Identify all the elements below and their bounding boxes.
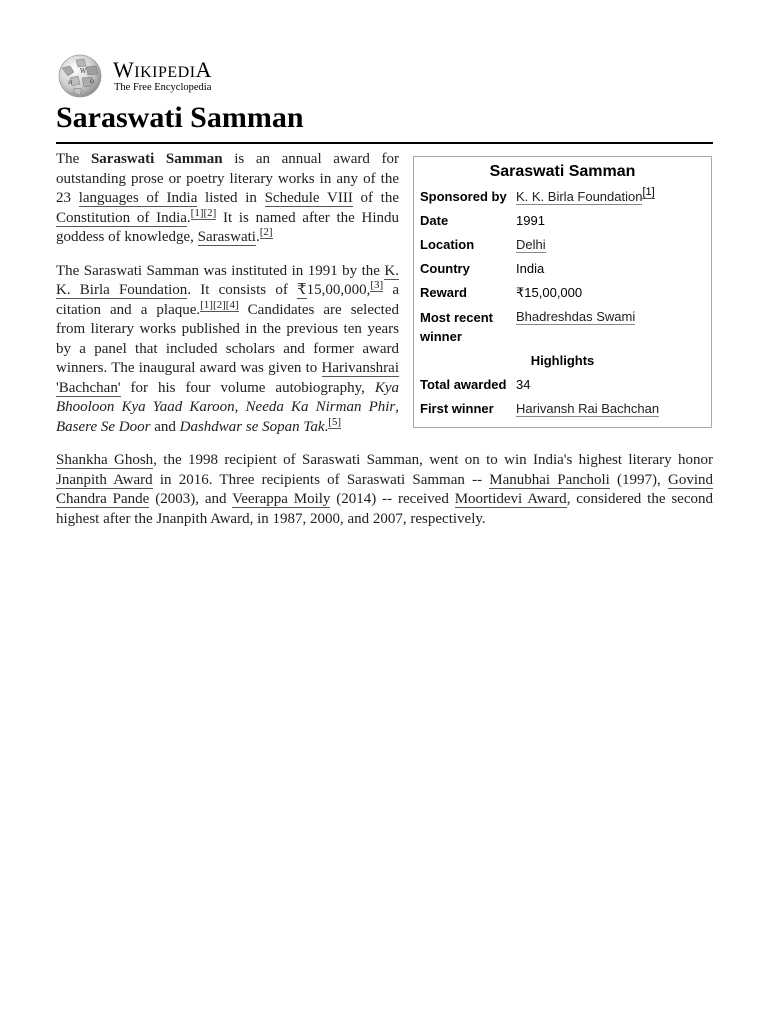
- link-delhi[interactable]: Delhi: [516, 237, 546, 252]
- wordmark-a: A: [195, 56, 212, 82]
- infobox-value: [516, 308, 705, 346]
- svg-text:Ω: Ω: [90, 79, 95, 85]
- infobox-label: Reward: [420, 285, 467, 300]
- text: and: [150, 418, 180, 435]
- reward-amount: 15,00,000: [524, 285, 583, 300]
- infobox-row-first-winner: [414, 397, 711, 421]
- text: listed in: [197, 190, 265, 206]
- infobox-title: Saraswati Samman: [489, 163, 636, 180]
- book-title: Needa Ka Nirman Phir: [245, 399, 396, 415]
- infobox-value: [516, 236, 705, 254]
- wordmark-ikipedi: IKIPEDI: [134, 63, 196, 81]
- infobox-label: Date: [420, 213, 449, 228]
- wikipedia-logo[interactable]: [56, 54, 713, 98]
- citation-ref[interactable]: [200, 299, 238, 312]
- citation-1[interactable]: [1]: [190, 206, 204, 219]
- link-govind-chandra-pande[interactable]: Govind Chandra Pande: [56, 471, 713, 507]
- infobox-row-location: [414, 233, 711, 257]
- text: (1997),: [609, 471, 668, 488]
- infobox-label: Sponsored by: [420, 189, 507, 204]
- link-constitution-of-india[interactable]: Constitution of India: [56, 209, 187, 226]
- article-subject-bold: Saraswati Samman: [90, 151, 223, 167]
- text: Candidates are selected from literary works published in the previous ten years by a panel that included scholars and former award winners. The inaugural award was given to: [56, 301, 399, 376]
- text: .: [255, 229, 260, 245]
- text: .: [186, 209, 191, 226]
- text: (2003), and: [149, 491, 233, 507]
- infobox-label: Total awarded: [420, 377, 507, 392]
- link-kk-birla-foundation[interactable]: K. K. Birla Foundation: [56, 262, 399, 298]
- link-schedule-viii[interactable]: Schedule VIII: [264, 190, 353, 206]
- infobox-value: 1991: [516, 213, 545, 228]
- book-title: Kya Bhooloon Kya Yaad Karoon: [56, 379, 399, 415]
- infobox-label: [420, 308, 516, 346]
- citation-2[interactable]: [2]: [259, 226, 273, 238]
- citation-ref[interactable]: [191, 207, 217, 220]
- link-bhadreshdas-swami[interactable]: Bhadreshdas Swami: [516, 309, 636, 324]
- paragraph-3: [56, 451, 713, 529]
- label-line: winner: [420, 329, 462, 344]
- infobox-value: [516, 400, 705, 418]
- infobox-row-date: [414, 209, 711, 233]
- article-content: [56, 150, 713, 529]
- lead-section: [56, 150, 399, 437]
- text: a citation and a plaque.: [56, 282, 399, 318]
- wordmark-w: W: [113, 56, 135, 82]
- citation-1[interactable]: [1]: [200, 298, 213, 311]
- text: . It consists of: [187, 282, 298, 298]
- link-languages-of-india[interactable]: languages of India: [78, 190, 198, 206]
- infobox-value: [516, 284, 705, 302]
- infobox-label: Location: [420, 237, 475, 252]
- text: The: [56, 151, 91, 167]
- infobox-row-recent-winner: [414, 305, 711, 349]
- infobox-value: [516, 188, 705, 206]
- citation-4[interactable]: [4]: [225, 298, 239, 311]
- link-saraswati[interactable]: Saraswati: [197, 229, 256, 245]
- link-rupee-symbol[interactable]: ₹: [297, 282, 307, 298]
- text: It is named after the Hindu goddess of knowledge,: [56, 209, 399, 245]
- text: of the: [352, 190, 400, 206]
- infobox-label: First winner: [420, 401, 494, 416]
- rupee-symbol: ₹: [516, 285, 525, 300]
- link-shankha-ghosh[interactable]: Shankha Ghosh: [56, 452, 154, 468]
- page-title: Saraswati Samman: [56, 100, 713, 144]
- citation-3[interactable]: [3]: [370, 279, 384, 291]
- svg-text:И: И: [68, 80, 73, 86]
- wordmark-title: [113, 56, 212, 82]
- infobox-value: India: [516, 261, 545, 276]
- infobox-value: 34: [516, 377, 531, 392]
- citation-ref[interactable]: [642, 186, 654, 199]
- label-line: Most recent: [420, 310, 493, 325]
- paragraph-2: [56, 262, 399, 438]
- citation-ref[interactable]: [328, 416, 341, 429]
- link-harivanshrai-bachchan[interactable]: Harivanshrai 'Bachchan': [56, 360, 399, 396]
- wikipedia-wordmark: [113, 56, 212, 94]
- book-title: Basere Se Door: [56, 418, 151, 435]
- infobox-row-total: [414, 373, 711, 397]
- svg-text:W: W: [80, 68, 87, 75]
- infobox-section-highlights: Highlights: [530, 353, 595, 368]
- infobox-row-sponsored: [414, 185, 711, 209]
- infobox-label: Country: [420, 261, 470, 276]
- infobox-row-reward: [414, 281, 711, 305]
- link-moortidevi-award[interactable]: Moortidevi Award: [454, 491, 567, 507]
- paragraph-1: [56, 150, 399, 248]
- link-kk-birla-foundation[interactable]: K. K. Birla Foundation: [516, 189, 643, 204]
- citation-ref[interactable]: [260, 226, 273, 239]
- citation-ref[interactable]: [370, 279, 383, 292]
- link-jnanpith-award[interactable]: Jnanpith Award: [56, 471, 153, 488]
- infobox: [413, 156, 712, 428]
- wordmark-tagline: The Free Encyclopedia: [114, 81, 212, 93]
- link-harivansh-rai-bachchan[interactable]: Harivansh Rai Bachchan: [516, 401, 660, 416]
- link-veerappa-moily[interactable]: Veerappa Moily: [232, 491, 331, 507]
- text: The Saraswati Samman was instituted in 1991 by the: [56, 262, 385, 279]
- link-manubhai-pancholi[interactable]: Manubhai Pancholi: [489, 471, 610, 488]
- text: .: [324, 418, 329, 435]
- text: 15,00,000,: [306, 282, 371, 298]
- infobox-row-country: [414, 257, 711, 281]
- text: in 2016. Three recipients of Saraswati Samman --: [152, 471, 490, 488]
- book-title: Dashdwar se Sopan Tak: [179, 418, 325, 435]
- text: (2014) -- received: [330, 491, 455, 507]
- text: , considered the second highest after the Jnanpith Award, in 1987, 2000, and 2007, respectively.: [56, 491, 713, 527]
- text: for his four volume autobiography,: [120, 379, 375, 396]
- text: , the 1998 recipient of Saraswati Samman, went on to win India's highest literary honor: [153, 452, 714, 468]
- citation-1[interactable]: [1]: [642, 186, 655, 198]
- citation-2[interactable]: [2]: [203, 206, 217, 219]
- wikipedia-globe-icon: [56, 54, 106, 98]
- page: [56, 54, 713, 529]
- text: is an annual award for outstanding prose or poetry literary works in any of the 23: [56, 151, 399, 206]
- citation-5[interactable]: [5]: [328, 415, 342, 428]
- citation-2[interactable]: [2]: [212, 298, 226, 311]
- text: ,: [395, 399, 400, 415]
- text: ,: [234, 399, 246, 415]
